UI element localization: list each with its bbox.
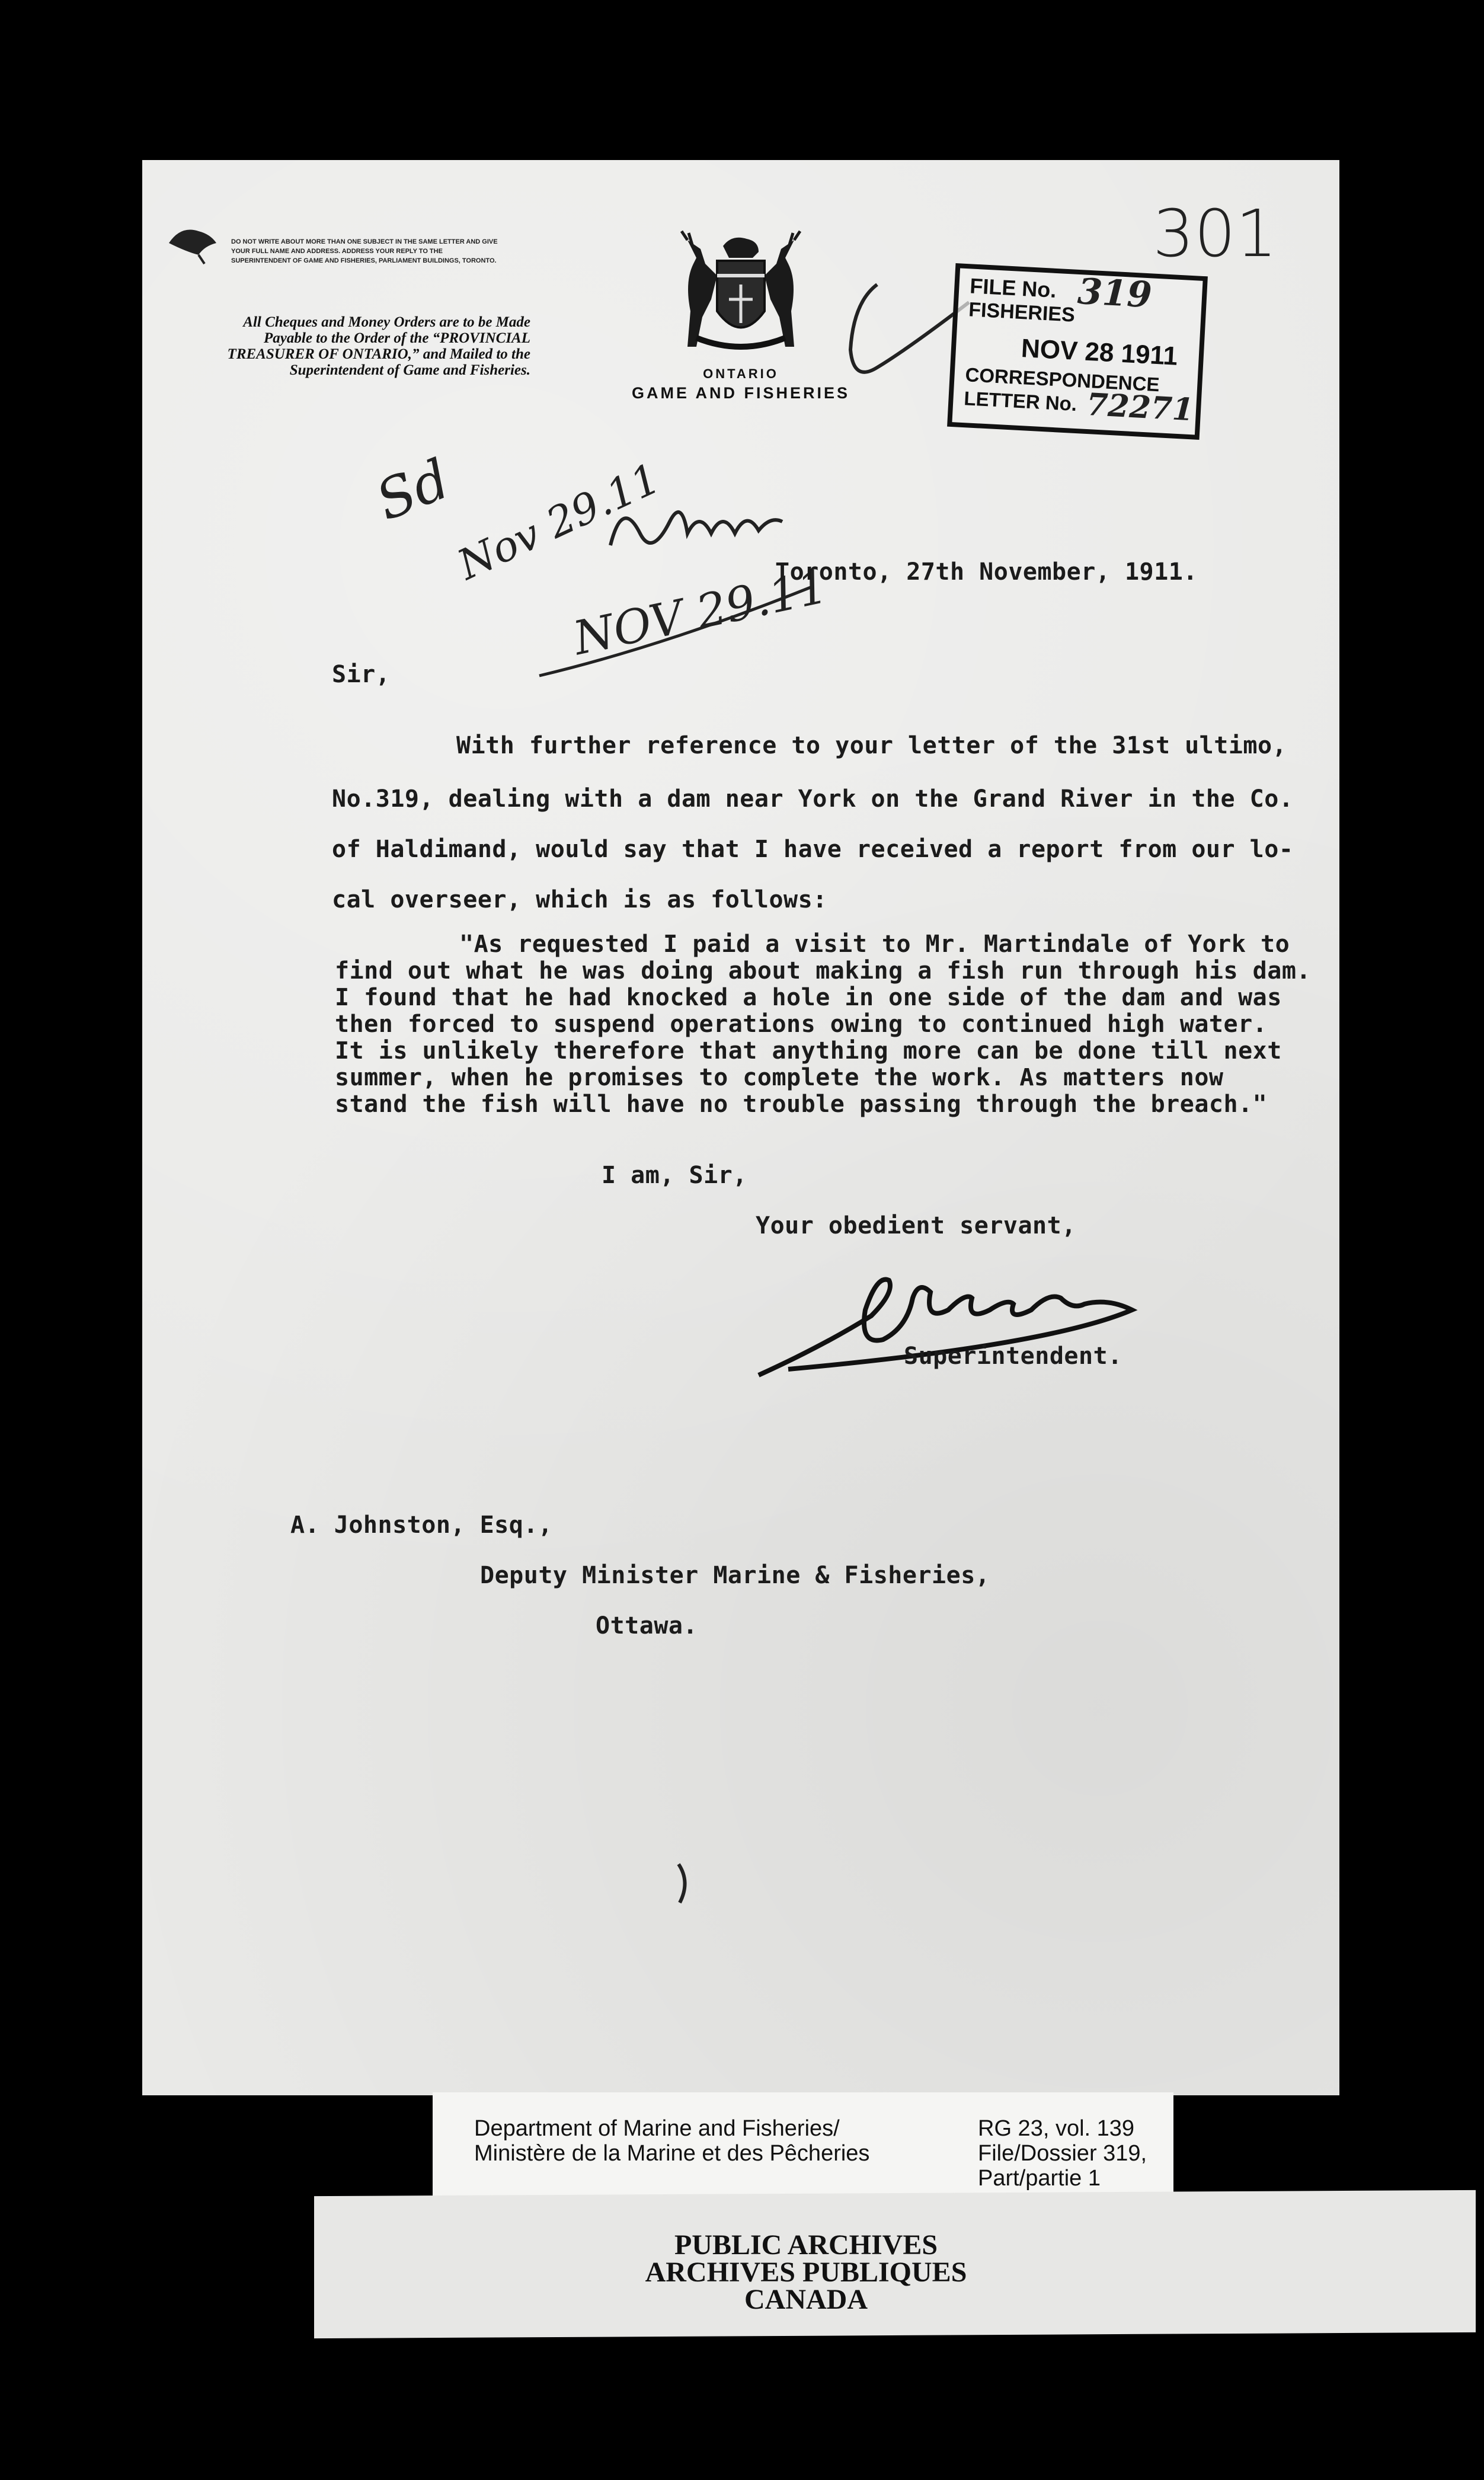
- letter-page: [142, 160, 1339, 2095]
- closing-line: I am, Sir,: [602, 1162, 747, 1189]
- quote-line: I found that he had knocked a hole in one side of the dam and was: [335, 984, 1282, 1011]
- handwritten-scribble-icon: [599, 474, 794, 569]
- stamp-date: NOV 28 1911: [1020, 334, 1179, 371]
- crest-department: GAME AND FISHERIES: [631, 384, 850, 402]
- body-line: of Haldimand, would say that I have received a report from our lo-: [332, 836, 1294, 863]
- body-line: No.319, dealing with a dam near York on the Grand River in the Co.: [332, 785, 1294, 813]
- archives-line: CANADA: [744, 2284, 868, 2315]
- archive-ref: File/Dossier 319,: [978, 2141, 1147, 2166]
- quote-line: find out what he was doing about making a fish run through his dam.: [335, 957, 1311, 985]
- quote-line: summer, when he promises to complete the work. As matters now: [335, 1064, 1224, 1091]
- ontario-crest-icon: [664, 228, 818, 365]
- salutation: Sir,: [332, 661, 391, 688]
- dept-en: Department of Marine and Fisheries/: [474, 2116, 840, 2141]
- recipient-title: Deputy Minister Marine & Fisheries,: [480, 1562, 990, 1589]
- received-stamp-date: NOV 29.11: [569, 560, 833, 666]
- handwritten-initials: Sd: [367, 447, 459, 533]
- dept-fr: Ministère de la Marine et des Pêcheries: [474, 2141, 870, 2166]
- stray-mark-icon: [673, 1861, 696, 1909]
- fisheries-label: FISHERIES: [968, 298, 1076, 327]
- quote-line: "As requested I paid a visit to Mr. Martindale of York to: [459, 931, 1290, 958]
- signature-title: Superintendent.: [904, 1343, 1122, 1370]
- recipient-name: A. Johnston, Esq.,: [290, 1511, 553, 1539]
- archives-line: PUBLIC ARCHIVES: [674, 2229, 938, 2261]
- letter-no-label: LETTER No.: [963, 387, 1077, 416]
- fisheries-correspondence-stamp: [947, 263, 1208, 440]
- header-instructions: DO NOT WRITE ABOUT MORE THAN ONE SUBJECT IN THE SAME LETTER AND GIVE YOUR FULL NAME AND ADDRESS. ADDRESS YOUR REPLY TO THE SUPERINTENDENT OF GAME AND FISHERIES, PARLIAMENT BUILDINGS, TORONTO.: [231, 238, 498, 264]
- correspondence-label: CORRESPONDENCE: [964, 363, 1160, 396]
- letter-date-line: Toronto, 27th November, 1911.: [775, 558, 1198, 586]
- body-line: With further reference to your letter of the 31st ultimo,: [456, 732, 1287, 759]
- archive-number: 301: [1153, 196, 1277, 271]
- handwritten-date: Nov 29.11: [450, 453, 667, 590]
- archive-ref: RG 23, vol. 139: [978, 2116, 1135, 2141]
- crest-province: ONTARIO: [703, 366, 779, 381]
- bird-logo-icon: [163, 219, 228, 267]
- file-no-value: 319: [1076, 270, 1153, 317]
- recipient-city: Ottawa.: [596, 1612, 698, 1640]
- quote-line: stand the fish will have no trouble passing through the breach.": [335, 1091, 1268, 1118]
- archives-line: ARCHIVES PUBLIQUES: [645, 2257, 967, 2288]
- quote-line: then forced to suspend operations owing to continued high water.: [335, 1011, 1268, 1038]
- quote-line: It is unlikely therefore that anything more can be done till next: [335, 1037, 1282, 1065]
- file-no-label: FILE No.: [969, 273, 1057, 302]
- body-line: cal overseer, which is as follows:: [332, 886, 827, 913]
- cheques-notice: All Cheques and Money Orders are to be Made Payable to the Order of the “PROVINCIAL TREASURER OF ONTARIO,” and Mailed to the Superintendent of Game and Fisheries.: [227, 314, 530, 378]
- archives-stamp: [640, 2229, 972, 2315]
- closing-line: Your obedient servant,: [756, 1212, 1076, 1239]
- letter-no-value: 72271: [1085, 386, 1195, 429]
- date-underline-icon: [533, 575, 818, 682]
- archive-ref: Part/partie 1: [978, 2166, 1101, 2191]
